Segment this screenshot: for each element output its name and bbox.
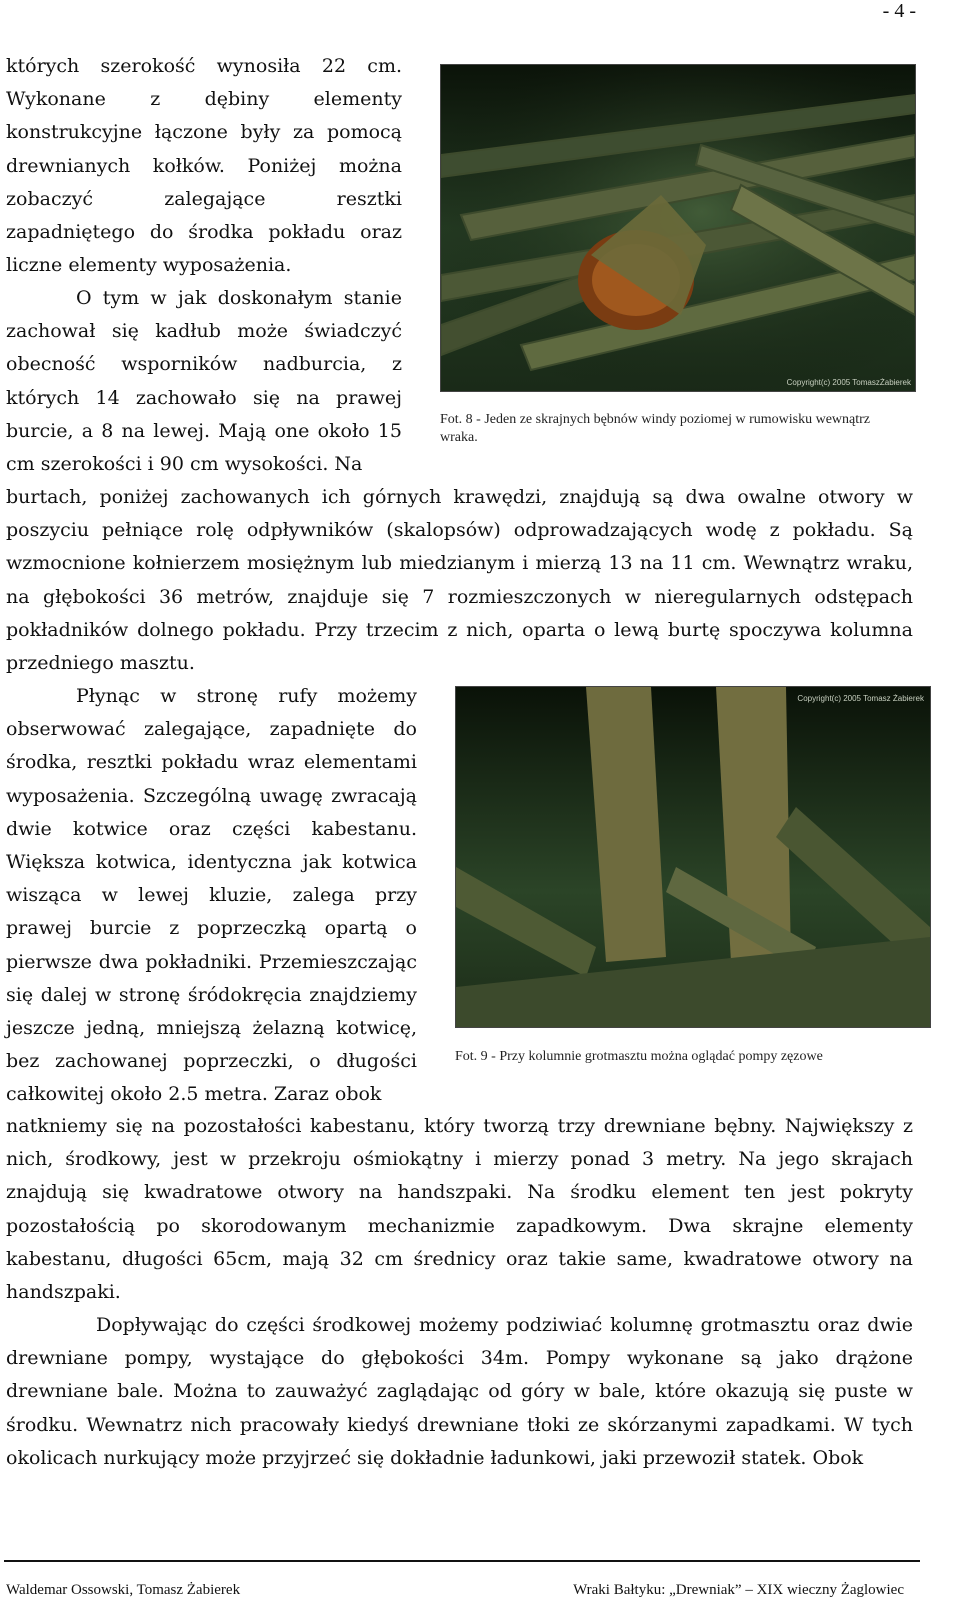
caption-fot8: Fot. 8 - Jeden ze skrajnych bębnów windy poziomej w rumowisku wewnątrz wraka. (440, 412, 871, 445)
page-number: - 4 - (882, 0, 916, 22)
underwater-wreck-image-2 (456, 687, 930, 1027)
footer-authors: Waldemar Ossowski, Tomasz Żabierek (6, 1582, 241, 1598)
photo-fot9 (455, 686, 931, 1028)
photo-fot8-watermark: Copyright(c) 2005 TomaszŻabierek (786, 378, 911, 387)
paragraph-4: Dopływając do części środkowej możemy podziwiać kolumnę grotmasztu oraz dwie drewniane pompy, wystające do głębokości 34m. Pompy wykonane są jako drążone drewniane bale. Można to zauważyć zaglądając od góry w bale, które okazują się puste w środku. Wewnatrz nich pracowały kiedyś drewniane tłoki ze skórzanymi zapadkami. W tych okolicach nurkujący może przyjrzeć się dokładnie ładunkowi, jaki przewoził statek. Obok (6, 1314, 913, 1469)
paragraph-2-continued: burtach, poniżej zachowanych ich górnych krawędzi, znajdują są dwa owalne otwory w poszyciu pełniące rolę odpływników (skalopsów) odprowadzających wodę z pokładu. Są wzmocnione kołnierzem mosiężnym lub miedzianym i mierzą 13 na 11 cm. Wewnątrz wraku, na głębokości 36 metrów, znajduje się 7 rozmieszczonych w nieregularnych odstępach pokładników dolnego pokładu. Przy trzecim z nich, oparta o lewą burtę spoczywa kolumna przedniego masztu. (6, 486, 913, 675)
underwater-wreck-image-1 (441, 65, 915, 391)
paragraph-1: których szerokość wynosiła 22 cm. Wykonane z dębiny elementy konstrukcyjne łączone były za pomocą drewnianych kołków. Poniżej można zobaczyć zalegające resztki zapadniętego do środka pokładu oraz liczne elementy wyposażenia. (6, 55, 402, 277)
photo-fot9-watermark: Copyright(c) 2005 Tomasz Żabierek (797, 694, 924, 703)
paragraph-3: Płynąc w stronę rufy możemy obserwować zalegające, zapadnięte do środka, resztki pokładu wraz elementami wyposażenia. Szczególną uwagę zwracają dwie kotwice oraz części kabestanu. Większa kotwica, identyczna jak kotwica wisząca w lewej kluzie, zalega przy prawej burcie z poprzeczką opartą o pierwsze dwa pokładniki. Przemieszczając się dalej w stronę śródokręcia znajdziemy jeszcze jedną, mniejszą żelazną kotwicę, bez zachowanej poprzeczki, o długości całkowitej około 2.5 metra. Zaraz obok (6, 685, 417, 1106)
footer-title: Wraki Bałtyku: „Drewniak” – XIX wieczny Żaglowiec (573, 1582, 904, 1598)
caption-fot9: Fot. 9 - Przy kolumnie grotmasztu można oglądać pompy zęzowe (455, 1049, 823, 1064)
paragraph-2: O tym w jak doskonałym stanie zachował się kadłub może świadczyć obecność wsporników nadburcia, z których 14 zachowało się na prawej burcie, a 8 na lewej. Mają one około 15 cm szerokości i 90 cm wysokości. Na (6, 287, 402, 476)
photo-fot8 (440, 64, 916, 392)
paragraph-3-continued: natkniemy się na pozostałości kabestanu, który tworzą trzy drewniane bębny. Największy z nich, środkowy, jest w przekroju ośmiokątny i mierzy ponad 3 metry. Na jego skrajach znajdują się kwadratowe otwory na handszpaki. Na środku element ten jest pokryty pozostałością po skorodowanym mechanizmie zapadkowym. Dwa skrajne elementy kabestanu, długości 65cm, mają 32 cm średnicy oraz takie same, kwadratowe otwory na handszpaki. (6, 1115, 913, 1304)
footer-divider (4, 1560, 920, 1562)
